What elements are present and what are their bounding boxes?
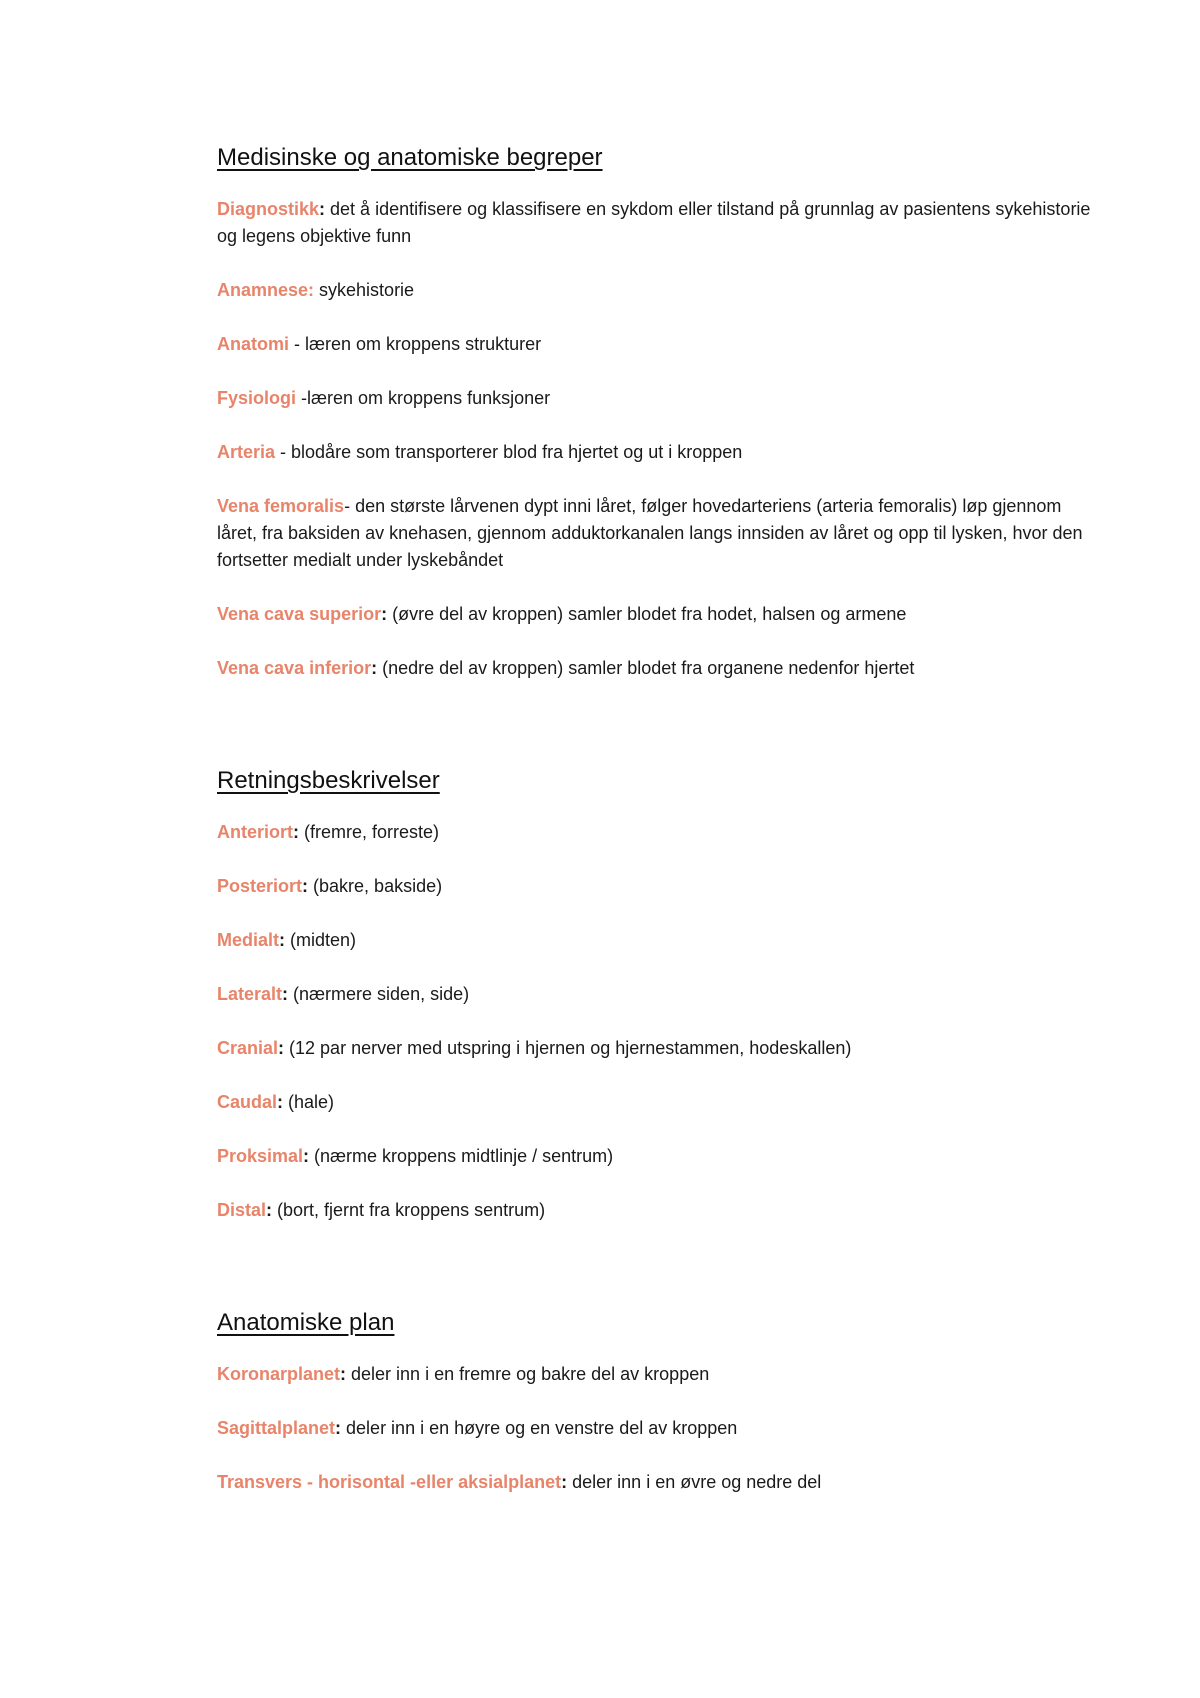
- term: Transvers - horisontal -eller aksialplanet: [217, 1472, 562, 1492]
- entry-transversplanet: [217, 1469, 1097, 1496]
- definition: (fremre, forreste): [299, 822, 440, 842]
- separator: :: [282, 984, 289, 1004]
- separator: :: [371, 658, 378, 678]
- term: Posteriort: [217, 876, 303, 896]
- definition: deler inn i en øvre og nedre del: [567, 1472, 822, 1492]
- term: Anatomi: [217, 334, 289, 354]
- definition: (øvre del av kroppen) samler blodet fra hodet, halsen og armene: [387, 604, 907, 624]
- separator: :: [340, 1364, 347, 1384]
- term: Cranial: [217, 1038, 279, 1058]
- entry-vena-cava-superior: [217, 601, 1097, 628]
- entry-anatomi: [217, 331, 1097, 358]
- entry-arteria: [217, 439, 1097, 466]
- entry-koronarplanet: [217, 1361, 1097, 1388]
- definition: sykehistorie: [314, 280, 415, 300]
- definition: (nærme kroppens midtlinje / sentrum): [309, 1146, 614, 1166]
- section-title: Anatomiske plan: [217, 1309, 395, 1336]
- definition: deler inn i en høyre og en venstre del av kroppen: [341, 1418, 738, 1438]
- entry-sagittalplanet: [217, 1415, 1097, 1442]
- term: Vena cava superior: [217, 604, 382, 624]
- term: Medialt: [217, 930, 280, 950]
- definition: -læren om kroppens funksjoner: [296, 388, 551, 408]
- separator: :: [335, 1418, 342, 1438]
- entry-lateralt: [217, 981, 1097, 1008]
- definition: - blodåre som transporterer blod fra hjertet og ut i kroppen: [275, 442, 743, 462]
- definition: - den største lårvenen dypt inni låret, følger hovedarteriens (arteria femoralis) løp gjennom låret, fra baksiden av knehasen, gjennom adduktorkanalen langs innsiden av låret og opp til lysken, hvor den fortsetter medialt under lyskebåndet: [217, 496, 1083, 570]
- section-title: Retningsbeskrivelser: [217, 767, 440, 794]
- term: Sagittalplanet: [217, 1418, 336, 1438]
- entry-caudal: [217, 1089, 1097, 1116]
- separator: :: [319, 199, 326, 219]
- separator: :: [278, 1038, 285, 1058]
- entry-distal: [217, 1197, 1097, 1224]
- term: Arteria: [217, 442, 276, 462]
- separator: :: [303, 1146, 310, 1166]
- definition: (12 par nerver med utspring i hjernen og hjernestammen, hodeskallen): [284, 1038, 852, 1058]
- separator: :: [381, 604, 388, 624]
- term: Anamnese:: [217, 280, 315, 300]
- term: Vena femoralis: [217, 496, 345, 516]
- separator: :: [561, 1472, 568, 1492]
- term: Distal: [217, 1200, 267, 1220]
- term: Proksimal: [217, 1146, 304, 1166]
- section-spacer: [217, 709, 1097, 767]
- section-directions: [217, 767, 1097, 1224]
- term: Diagnostikk: [217, 199, 320, 219]
- term: Anteriort: [217, 822, 293, 842]
- term: Fysiologi: [217, 388, 297, 408]
- term: Lateralt: [217, 984, 283, 1004]
- section-medical-terms: [217, 144, 1097, 682]
- definition: (bort, fjernt fra kroppens sentrum): [272, 1200, 546, 1220]
- term: Caudal: [217, 1092, 278, 1112]
- separator: :: [279, 930, 286, 950]
- section-anatomical-planes: [217, 1309, 1097, 1496]
- entry-anamnese: [217, 277, 1097, 304]
- entry-vena-femoralis: [217, 493, 1097, 574]
- separator: :: [302, 876, 309, 896]
- entry-medialt: [217, 927, 1097, 954]
- definition: (nedre del av kroppen) samler blodet fra organene nedenfor hjertet: [377, 658, 915, 678]
- entry-proksimal: [217, 1143, 1097, 1170]
- definition: - læren om kroppens strukturer: [289, 334, 542, 354]
- separator: :: [266, 1200, 273, 1220]
- entry-diagnostikk: [217, 196, 1097, 250]
- entry-fysiologi: [217, 385, 1097, 412]
- entry-anteriort: [217, 819, 1097, 846]
- section-spacer: [217, 1251, 1097, 1309]
- separator: :: [293, 822, 299, 842]
- definition: deler inn i en fremre og bakre del av kroppen: [346, 1364, 710, 1384]
- definition: (hale): [283, 1092, 335, 1112]
- entry-posteriort: [217, 873, 1097, 900]
- definition: (bakre, bakside): [308, 876, 443, 896]
- separator: :: [277, 1092, 284, 1112]
- definition: (midten): [285, 930, 357, 950]
- term: Koronarplanet: [217, 1364, 341, 1384]
- definition: det å identifisere og klassifisere en sykdom eller tilstand på grunnlag av pasientens sykehistorie og legens objektive funn: [217, 199, 1091, 246]
- document-page: [217, 144, 1097, 1523]
- term: Vena cava inferior: [217, 658, 372, 678]
- entry-vena-cava-inferior: [217, 655, 1097, 682]
- definition: (nærmere siden, side): [288, 984, 470, 1004]
- entry-cranial: [217, 1035, 1097, 1062]
- section-title: Medisinske og anatomiske begreper: [217, 144, 603, 171]
